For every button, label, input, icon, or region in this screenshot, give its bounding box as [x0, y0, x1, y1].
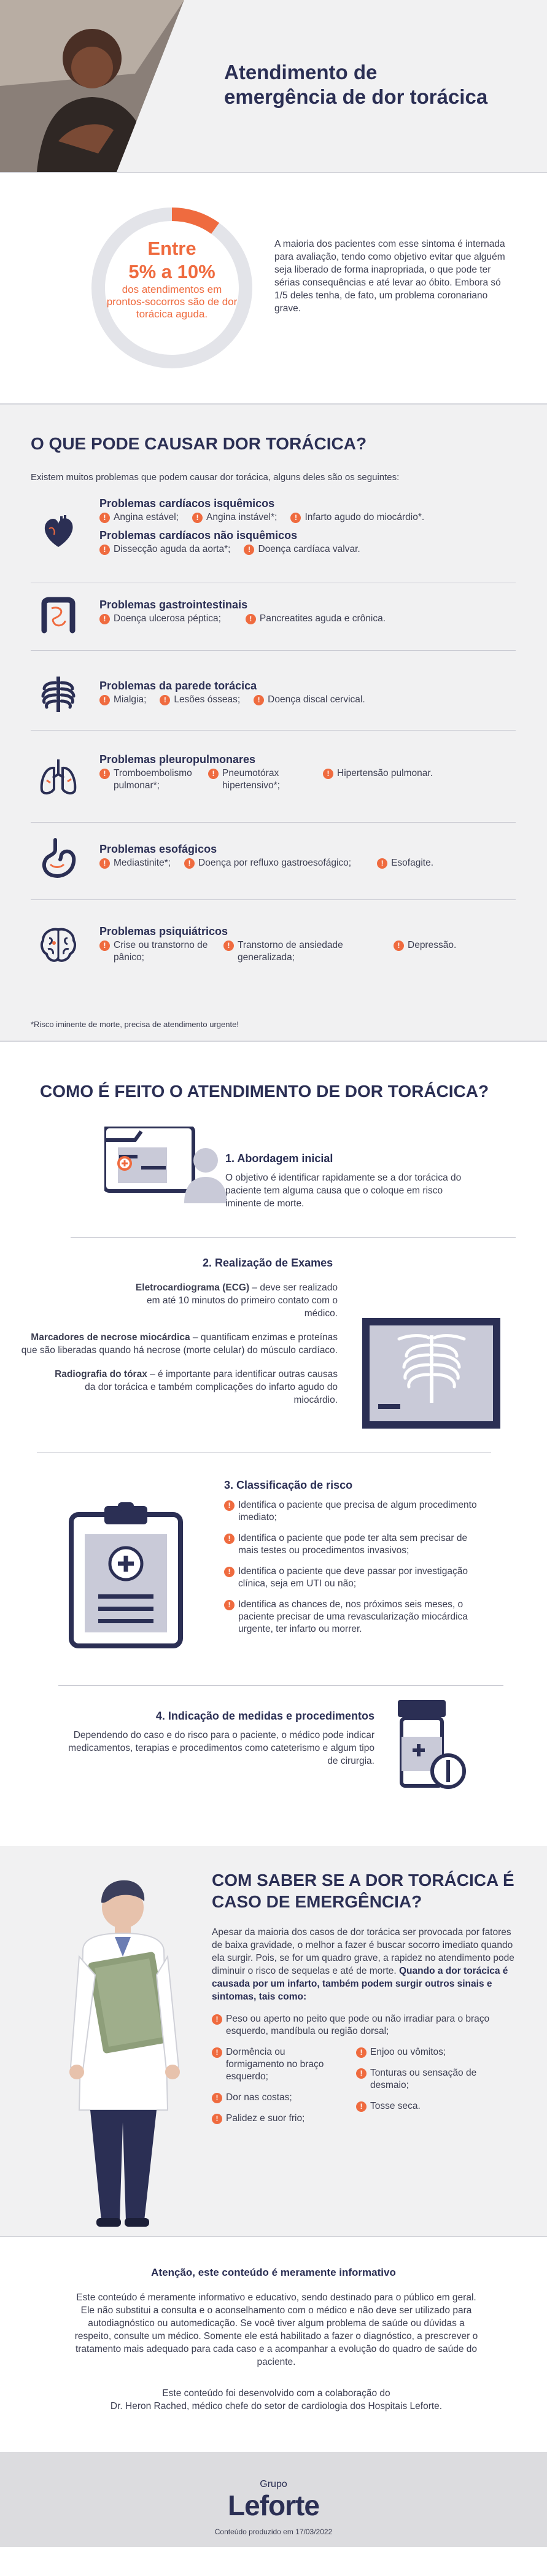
production-date: Conteúdo produzido em 17/03/2022: [214, 2528, 333, 2536]
alert-icon: !: [224, 1534, 235, 1544]
alert-icon: !: [323, 769, 333, 779]
step-1-title: 1. Abordagem inicial: [225, 1152, 333, 1165]
stomach-icon: [37, 837, 80, 880]
item-text: Lesões ósseas;: [174, 694, 241, 705]
exam-ecg: [18, 1281, 338, 1320]
credit-line-1: Este conteúdo foi desenvolvido com a colaboração do: [162, 2388, 390, 2399]
step-4-text: Dependendo do caso e do risco para o paciente, o médico pode indicar medicamentos, terapias e procedimentos como cateterismo e algum tipo de cirurgia.: [68, 1730, 374, 1766]
doctor-illustration: [58, 1864, 193, 2233]
emergency-title: COM SABER SE A DOR TORÁCICA É CASO DE EMERGÊNCIA?: [212, 1871, 514, 1911]
item-text: Pancreatites aguda e crônica.: [259, 613, 386, 624]
alert-icon: !: [356, 2047, 367, 2058]
risk-item: [224, 1599, 481, 1635]
item-text: Doença ulcerosa péptica;: [114, 613, 221, 624]
alert-icon: !: [356, 2068, 367, 2079]
row-divider: [71, 1237, 516, 1238]
item-text: Angina estável;: [114, 512, 179, 522]
item-text: Crise ou transtorno de pânico;: [114, 940, 208, 963]
emergency-section: [0, 1846, 547, 2236]
item-text: Dormência ou formigamento no braço esquerdo;: [226, 2047, 324, 2082]
risk-item: [224, 1532, 481, 1557]
alert-icon: !: [254, 695, 264, 705]
cause-body: [99, 497, 517, 556]
item-text: Identifica o paciente que pode ter alta sem precisar de mais testes ou procedimentos invasivos;: [238, 1533, 468, 1556]
step-1-text: O objetivo é identificar rapidamente se a dor torácica do paciente tem alguma causa que o coloque em risco iminente de morte.: [225, 1173, 462, 1209]
cause-item: [99, 543, 230, 556]
item-text: Identifica o paciente que deve passar por investigação clínica, seja em UTI ou não;: [238, 1566, 468, 1589]
step-2-exams: [18, 1281, 338, 1406]
item-text: Mediastinite*;: [114, 858, 171, 868]
alert-icon: !: [224, 1567, 235, 1577]
cause-items: [99, 694, 517, 706]
item-text: Doença cardíaca valvar.: [258, 544, 360, 554]
how-title: COMO É FEITO O ATENDIMENTO DE DOR TORÁCICA?: [40, 1082, 489, 1101]
page-title: [224, 60, 513, 109]
item-text: Esofagite.: [391, 858, 433, 868]
notice-section: [0, 2237, 547, 2452]
step-2-title: [203, 1257, 387, 1270]
exam-xray: [18, 1368, 338, 1406]
symptom-item: [356, 2046, 484, 2058]
cause-title: Problemas gastrointestinais: [99, 599, 248, 611]
alert-icon: !: [246, 614, 256, 624]
alert-icon: !: [356, 2101, 367, 2112]
item-text: Hipertensão pulmonar.: [337, 768, 433, 778]
notice-credit: [74, 2387, 479, 2413]
step-3-title: 3. Classificação de risco: [224, 1479, 353, 1491]
cause-item: [244, 543, 360, 556]
step-4: [61, 1710, 374, 1767]
row-divider: [31, 730, 516, 731]
cause-items: [99, 939, 517, 964]
item-text: Identifica as chances de, nos próximos seis meses, o paciente precisar de uma revascularização miocárdica urgente, ter infarto ou morrer.: [238, 1599, 468, 1634]
folder-doctor-icon: [104, 1127, 227, 1203]
alert-icon: !: [99, 545, 110, 555]
alert-icon: !: [212, 2014, 222, 2025]
alert-icon: !: [212, 2047, 222, 2058]
row-divider: [37, 1452, 491, 1453]
alert-icon: !: [212, 2093, 222, 2103]
alert-icon: !: [99, 513, 110, 523]
step-2-title-text: 2. Realização de Exames: [203, 1257, 333, 1269]
hero-photo: [0, 0, 184, 172]
cause-item: [394, 939, 456, 964]
row-divider: [31, 650, 516, 651]
cause-body: [99, 598, 517, 625]
item-text: Infarto agudo do miocárdio*.: [305, 512, 425, 522]
row-divider: [31, 822, 516, 823]
item-text: Doença discal cervical.: [268, 694, 365, 705]
cause-item: [254, 694, 365, 706]
alert-icon: !: [377, 858, 387, 869]
cause-item: [246, 613, 386, 625]
item-text: Enjoo ou vômitos;: [370, 2047, 446, 2057]
alert-icon: !: [224, 1600, 235, 1610]
item-text: Dissecção aguda da aorta*;: [114, 544, 231, 554]
row-divider: [31, 899, 516, 900]
step-3-list: [224, 1499, 494, 1635]
alert-icon: !: [99, 858, 110, 869]
exam-markers: [18, 1331, 338, 1357]
cause-item: [99, 613, 221, 625]
alert-icon: !: [99, 941, 110, 951]
how-section: [0, 1042, 547, 1846]
stat-big-line-1: Entre: [147, 238, 196, 259]
alert-icon: !: [99, 769, 110, 779]
cause-title: Problemas cardíacos isquêmicos: [99, 497, 275, 510]
medicine-bottle-icon: [393, 1699, 467, 1797]
alert-icon: !: [184, 858, 195, 869]
item-text: Tonturas ou sensação de desmaio;: [370, 2068, 477, 2090]
cause-items: [99, 857, 517, 869]
alert-icon: !: [224, 1500, 235, 1511]
symptom-columns: [212, 2046, 519, 2125]
item-text: Transtorno de ansiedade generalizada;: [238, 940, 343, 963]
causes-title: O QUE PODE CAUSAR DOR TORÁCICA?: [31, 434, 367, 453]
cause-title: Problemas esofágicos: [99, 843, 217, 855]
step-4-title: 4. Indicação de medidas e procedimentos: [155, 1710, 374, 1722]
item-text: Angina instável*;: [206, 512, 277, 522]
row-divider: [58, 1685, 503, 1686]
clipboard-icon: [68, 1502, 184, 1650]
cause-body: [99, 925, 517, 964]
lungs-icon: [37, 756, 80, 799]
emergency-text: Apesar da maioria dos casos de dor torácica ser provocada por fatores de baixa gravidade, o melhor a fazer é buscar socorro imediato quando ela surgir. Pois, se for um quadro grave, a rapidez no atendimento pode diminuir o risco de sequelas e até de morte.: [212, 1927, 514, 1976]
cause-item: [160, 694, 240, 706]
cause-body: [99, 842, 517, 869]
alert-icon: !: [244, 545, 254, 555]
title-line-2: emergência de dor torácica: [224, 85, 488, 108]
alert-icon: !: [99, 695, 110, 705]
cause-items: [99, 543, 517, 556]
symptom-column-right: [356, 2046, 497, 2125]
cause-item: [99, 939, 210, 964]
alert-icon: !: [212, 2114, 222, 2124]
stat-big-line-2: 5% a 10%: [128, 261, 215, 282]
title-line-1: Atendimento de: [224, 61, 378, 83]
cause-items: [99, 613, 517, 625]
alert-icon: !: [192, 513, 203, 523]
cause-item: [223, 939, 380, 964]
cause-title: Problemas cardíacos não isquêmicos: [99, 529, 298, 541]
cause-title: Problemas da parede torácica: [99, 680, 257, 692]
symptom-item: [356, 2067, 479, 2092]
exam-text: – é importante para identificar outras causas da dor torácica e também complicações do infarto agudo do miocárdio.: [85, 1369, 338, 1405]
symptom-item: [212, 2092, 343, 2104]
cause-item: [184, 857, 351, 869]
item-text: Mialgia;: [114, 694, 147, 705]
item-text: Depressão.: [408, 940, 457, 950]
exam-name: Eletrocardiograma (ECG): [135, 1282, 250, 1293]
item-text: Tosse seca.: [370, 2101, 421, 2111]
symptom-column-left: [212, 2046, 356, 2125]
cause-body: [99, 679, 517, 706]
alert-icon: !: [160, 695, 170, 705]
symptom-item: [356, 2100, 484, 2112]
intestine-icon: [37, 595, 80, 638]
step-1: [225, 1152, 471, 1210]
emergency-intro: [212, 1926, 519, 2003]
cause-item: [192, 511, 277, 524]
cause-items: [99, 511, 517, 524]
item-text: Dor nas costas;: [226, 2092, 292, 2103]
xray-icon: [362, 1318, 500, 1429]
cause-item: [208, 767, 309, 792]
item-text: Doença por refluxo gastroesofágico;: [198, 858, 352, 868]
cause-item: [99, 511, 179, 524]
risk-item: [224, 1499, 481, 1524]
brand-logo: Leforte: [228, 2489, 319, 2521]
symptom-item: [212, 2013, 519, 2038]
cause-items: [99, 767, 517, 792]
alert-icon: !: [223, 941, 234, 951]
footer: [0, 2452, 547, 2547]
item-text: Tromboembolismo pulmonar*;: [114, 768, 192, 791]
cause-item: [290, 511, 424, 524]
alert-icon: !: [99, 614, 110, 624]
notice-body: Este conteúdo é meramente informativo e educativo, sendo destinado para o público em geral. Ele não substitui a consulta e o aconselhamento com o médico e não deve ser utilizado para autodiagnóstico ou automedicação. Se você tiver algum problema de saúde ou dúvidas a respeito, consulte um médico. Somente ele está habilitado a fazer o diagnóstico, a prescrever o tratamento mais adequado para cada caso e a acompanhar a evolução do quadro de saúde do paciente.: [74, 2292, 478, 2367]
cause-item: [99, 857, 171, 869]
credit-line-2: Dr. Heron Rached, médico chefe do setor de cardiologia dos Hospitais Leforte.: [110, 2401, 443, 2411]
causes-footnote: *Risco iminente de morte, precisa de atendimento urgente!: [31, 1020, 239, 1029]
exam-name: Marcadores de necrose miocárdica: [31, 1332, 190, 1343]
stat-paragraph: A maioria dos pacientes com esse sintoma é internada para avaliação, tendo como objetivo evitar que alguém seja liberado de forma inapropriada, o que pode ter sérias consequências e até levar ao óbito. Embora só 1/5 deles tenha, de fato, um problema coronariano grave.: [274, 239, 505, 314]
item-text: Peso ou aperto no peito que pode ou não irradiar para o braço esquerdo, mandíbula ou região dorsal;: [226, 2014, 490, 2036]
cause-title: Problemas pleuropulmonares: [99, 753, 256, 766]
brain-icon: [37, 925, 80, 968]
symptom-item: [212, 2112, 343, 2125]
exam-text: – deve ser realizado em até 10 minutos do primeiro contato com o médico.: [146, 1282, 338, 1319]
exam-name: Radiografia do tórax: [55, 1369, 147, 1379]
emergency-bold-text: Quando a dor torácica é causada por um infarto, também podem surgir outros sinais e sintomas, tais como:: [212, 1966, 508, 2002]
exam-text: – quantificam enzimas e proteínas que são liberadas quando há necrose (morte celular) do músculo cardíaco.: [21, 1332, 338, 1356]
cause-item: [377, 857, 433, 869]
causes-intro: Existem muitos problemas que podem causar dor torácica, alguns deles são os seguintes:: [31, 472, 400, 483]
stat-highlight: [104, 237, 239, 320]
cause-item: [99, 694, 146, 706]
notice-title: Atenção, este conteúdo é meramente informativo: [151, 2267, 396, 2278]
risk-item: [224, 1565, 481, 1590]
stat-section: [0, 173, 547, 403]
ribcage-icon: [37, 673, 80, 716]
cause-item: [99, 767, 195, 792]
alert-icon: !: [208, 769, 219, 779]
brand-group-label: Grupo: [260, 2479, 287, 2489]
item-text: Palidez e suor frio;: [226, 2113, 305, 2124]
emergency-body: [212, 1926, 519, 2125]
header: [0, 0, 547, 172]
stat-small-text: dos atendimentos em prontos-socorros são de dor torácica aguda.: [106, 284, 238, 320]
symptom-item: [212, 2046, 335, 2083]
alert-icon: !: [290, 513, 301, 523]
item-text: Identifica o paciente que precisa de algum procedimento imediato;: [238, 1500, 477, 1523]
cause-item: [323, 767, 433, 792]
causes-section: [0, 405, 547, 1041]
cause-body: [99, 753, 517, 792]
alert-icon: !: [394, 941, 404, 951]
cause-title: Problemas psiquiátricos: [99, 925, 228, 937]
item-text: Pneumotórax hipertensivo*;: [222, 768, 280, 791]
heart-icon: [37, 510, 80, 553]
step-3: [224, 1479, 494, 1644]
